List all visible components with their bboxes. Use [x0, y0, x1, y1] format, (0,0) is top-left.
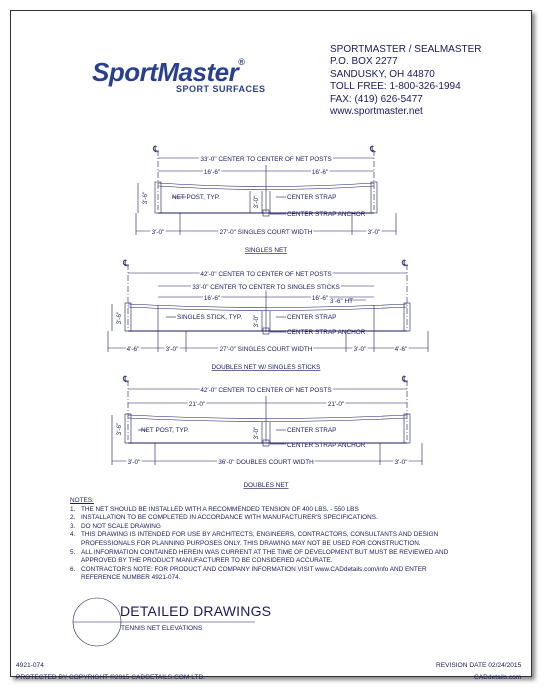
- sticks-caption: DOUBLES NET W/ SINGLES STICKS: [211, 364, 321, 371]
- doubles-court-width: 36'-0" DOUBLES COURT WIDTH: [218, 459, 314, 466]
- sticks-height-label: 3'-6" HT: [330, 298, 354, 305]
- note-line: 6. CONTRACTOR'S NOTE: FOR PRODUCT AND COMPANY INFORMATION VISIT www.CADdetails.com/info AND ENTER: [70, 565, 427, 573]
- centerline-symbol: ℄: [402, 258, 408, 268]
- note-line: 1. THE NET SHOULD BE INSTALLED WITH A RECOMMENDED TENSION OF 400 LBS. - 550 LBS: [70, 505, 359, 513]
- copyright-notice: PROTECTED BY COPYRIGHT ©2015 CADDETAILS.COM LTD.: [16, 674, 206, 681]
- centerline-symbol: ℄: [153, 144, 159, 154]
- centerline-symbol: ℄: [370, 144, 376, 154]
- note-line: PROFESSIONALS FOR PLANNING PURPOSES ONLY. THIS DRAWING MAY NOT BE USED FOR CONSTRUCTION.: [81, 539, 421, 547]
- address-line: FAX: (419) 626-5477: [330, 93, 423, 105]
- note-line: 2. INSTALLATION TO BE COMPLETED IN ACCORDANCE WITH MANUFACTURER'S SPECIFICATIONS.: [70, 514, 378, 522]
- caddetails-link[interactable]: CADdetails.com: [474, 674, 522, 681]
- doubles-caption: DOUBLES NET: [243, 482, 289, 489]
- sticks-court-width: 27'-0" SINGLES COURT WIDTH: [219, 346, 313, 353]
- centerline-symbol: ℄: [123, 258, 129, 268]
- sticks-anchor-label: CENTER STRAP ANCHOR: [287, 329, 366, 336]
- address-line: www.sportmaster.net: [330, 106, 423, 118]
- logo-subtitle: SPORT SURFACES: [176, 84, 266, 94]
- singles-post-height: 3'-6": [142, 191, 149, 205]
- doubles-offset-right: 3'-0": [394, 459, 408, 466]
- note-line: 3. DO NOT SCALE DRAWING: [70, 522, 161, 530]
- sticks-offset-left: 3'-0": [165, 346, 179, 353]
- notes-block: [70, 497, 450, 583]
- doubles-half-right: 21'-0": [327, 401, 345, 408]
- sticks-overall-dimension: 42'-0" CENTER TO CENTER OF NET POSTS: [200, 271, 332, 278]
- note-line: APPROVED BY THE PRODUCT MANUFACTURER TO BE CONSIDERED ACCURATE.: [81, 557, 333, 565]
- doubles-center-height: 3'-0": [253, 426, 260, 440]
- singles-half-right: 16'-6": [311, 169, 329, 176]
- note-line: 4. THIS DRAWING IS INTENDED FOR USE BY ARCHITECTS, ENGINEERS, CONTRACTORS, CONSULTANTS AND DESIGN: [70, 531, 439, 539]
- centerline-symbol: ℄: [123, 374, 129, 384]
- sticks-center-dimension: 33'-0" CENTER TO CENTER TO SINGLES STICKS: [192, 284, 340, 291]
- doubles-anchor-label: CENTER STRAP ANCHOR: [287, 442, 366, 449]
- reference-number: 4921-074: [16, 662, 44, 669]
- singles-center-height: 3'-0": [253, 195, 260, 209]
- drawing-subtitle: TENNIS NET ELEVATIONS: [121, 625, 203, 632]
- sticks-outer-left: 4'-6": [126, 346, 140, 353]
- doubles-offset-left: 3'-0": [127, 459, 141, 466]
- singles-stick-label: SINGLES STICK, TYP.: [177, 314, 243, 321]
- address-line: SANDUSKY, OH 44870: [330, 68, 435, 80]
- note-line: REFERENCE NUMBER 4921-074.: [81, 574, 181, 582]
- singles-anchor-label: CENTER STRAP ANCHOR: [287, 211, 366, 218]
- singles-half-left: 16'-6": [203, 169, 221, 176]
- sticks-center-height: 3'-0": [253, 314, 260, 328]
- note-line: 5. ALL INFORMATION CONTAINED HEREIN WAS CURRENT AT THE TIME OF DEVELOPMENT BUT MUST BE REVIEWED AND: [70, 548, 449, 556]
- doubles-center-strap-label: CENTER STRAP: [287, 427, 337, 434]
- doubles-post-height: 3'-6": [116, 422, 123, 436]
- sticks-offset-right: 3'-0": [353, 346, 367, 353]
- singles-net-post-label: NET POST, TYP.: [172, 194, 220, 201]
- doubles-net-post-label: NET POST, TYP.: [141, 427, 189, 434]
- sticks-half-left: 16'-6": [203, 295, 221, 302]
- sticks-outer-right: 4'-6": [394, 346, 408, 353]
- centerline-symbol: ℄: [402, 374, 408, 384]
- revision-date: REVISION DATE 02/24/2015: [436, 662, 522, 669]
- sticks-post-height: 3'-6": [116, 311, 123, 325]
- singles-offset-left: 3'-0": [151, 229, 165, 236]
- singles-overall-dimension: 33'-0" CENTER TO CENTER OF NET POSTS: [200, 156, 332, 163]
- singles-offset-right: 3'-0": [367, 229, 381, 236]
- doubles-half-left: 21'-0": [188, 401, 206, 408]
- notes-heading: NOTES:: [70, 497, 94, 504]
- singles-caption: SINGLES NET: [244, 247, 288, 254]
- singles-court-width: 27'-0" SINGLES COURT WIDTH: [219, 229, 313, 236]
- sportmaster-logo: SportMaster®: [92, 57, 245, 87]
- address-line: P.O. BOX 2277: [330, 56, 398, 68]
- drawing-title: DETAILED DRAWINGS: [120, 603, 272, 619]
- doubles-overall-dimension: 42'-0" CENTER TO CENTER OF NET POSTS: [200, 387, 332, 394]
- sticks-half-right: 16'-6": [311, 295, 329, 302]
- singles-center-strap-label: CENTER STRAP: [287, 194, 337, 201]
- address-line: TOLL FREE: 1-800-326-1994: [330, 81, 461, 93]
- sticks-center-strap-label: CENTER STRAP: [287, 314, 337, 321]
- address-line: SPORTMASTER / SEALMASTER: [330, 44, 482, 55]
